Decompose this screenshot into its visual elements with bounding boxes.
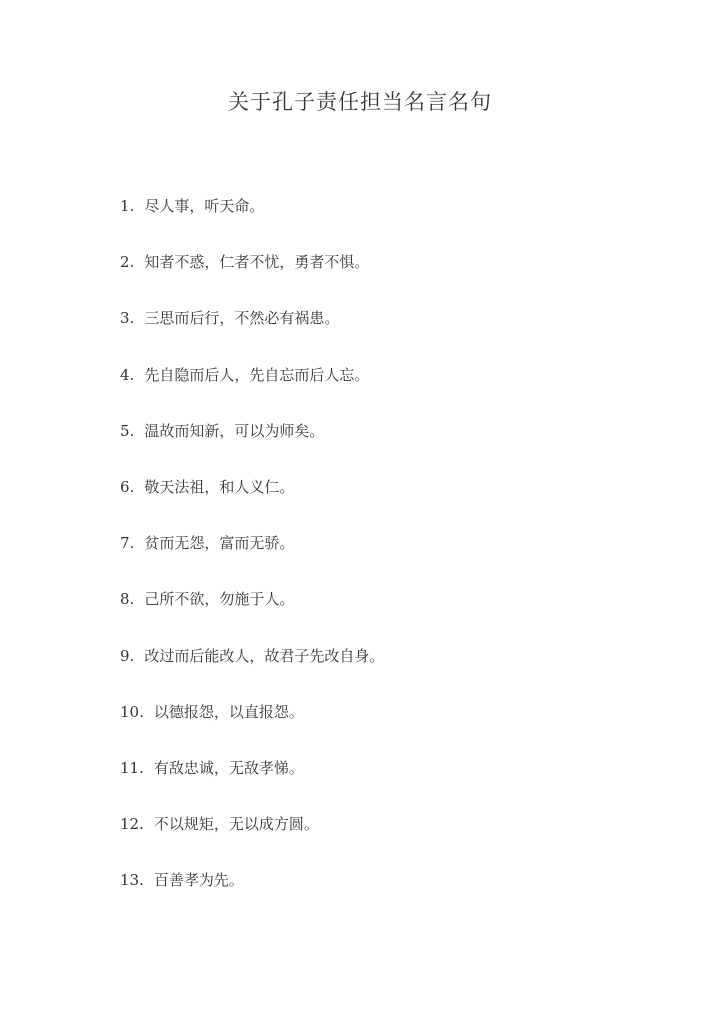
list-item (120, 361, 680, 417)
item-number: 6. (120, 477, 135, 496)
item-text: 百善孝为先。 (153, 871, 244, 890)
item-number: 2. (120, 253, 135, 272)
list-item (120, 866, 680, 922)
list-item (120, 698, 680, 754)
item-text: 己所不欲，勿施于人。 (144, 590, 295, 609)
item-text: 先自隐而后人，先自忘而后人忘。 (144, 365, 370, 384)
list-item (120, 754, 680, 810)
item-number: 13. (120, 871, 144, 890)
list-item (120, 192, 680, 248)
item-number: 10. (120, 702, 144, 721)
item-text: 有敌忠诚，无敌孝悌。 (153, 758, 304, 777)
list-item (120, 642, 680, 698)
list-item (120, 473, 680, 529)
item-text: 温故而知新，可以为师矣。 (144, 421, 325, 440)
item-text: 尽人事，听天命。 (144, 197, 265, 215)
list-item (120, 248, 680, 304)
item-number: 5. (120, 421, 135, 440)
list-item (120, 529, 680, 585)
page-title: 关于孔子责任担当名言名句 (228, 90, 492, 114)
item-text: 贫而无怨，富而无骄。 (144, 534, 295, 553)
item-number: 11. (120, 758, 144, 777)
item-number: 9. (120, 646, 135, 665)
item-text: 敬天法祖，和人义仁。 (144, 477, 295, 496)
item-number: 7. (120, 534, 135, 553)
item-number: 4. (120, 365, 135, 384)
item-text: 三思而后行，不然必有祸患。 (144, 309, 340, 328)
item-text: 改过而后能改人，故君子先改自身。 (144, 646, 385, 665)
item-text: 不以规矩，无以成方圆。 (153, 815, 319, 834)
item-number: 8. (120, 590, 135, 609)
list-item (120, 810, 680, 866)
item-text: 知者不惑，仁者不忧，勇者不惧。 (144, 253, 370, 272)
item-number: 3. (120, 309, 135, 328)
item-text: 以德报怨，以直报怨。 (153, 702, 304, 721)
quote-list (120, 192, 680, 922)
list-item (120, 417, 680, 473)
item-number: 1. (120, 197, 135, 215)
item-number: 12. (120, 815, 144, 834)
list-item (120, 585, 680, 641)
list-item (120, 304, 680, 360)
